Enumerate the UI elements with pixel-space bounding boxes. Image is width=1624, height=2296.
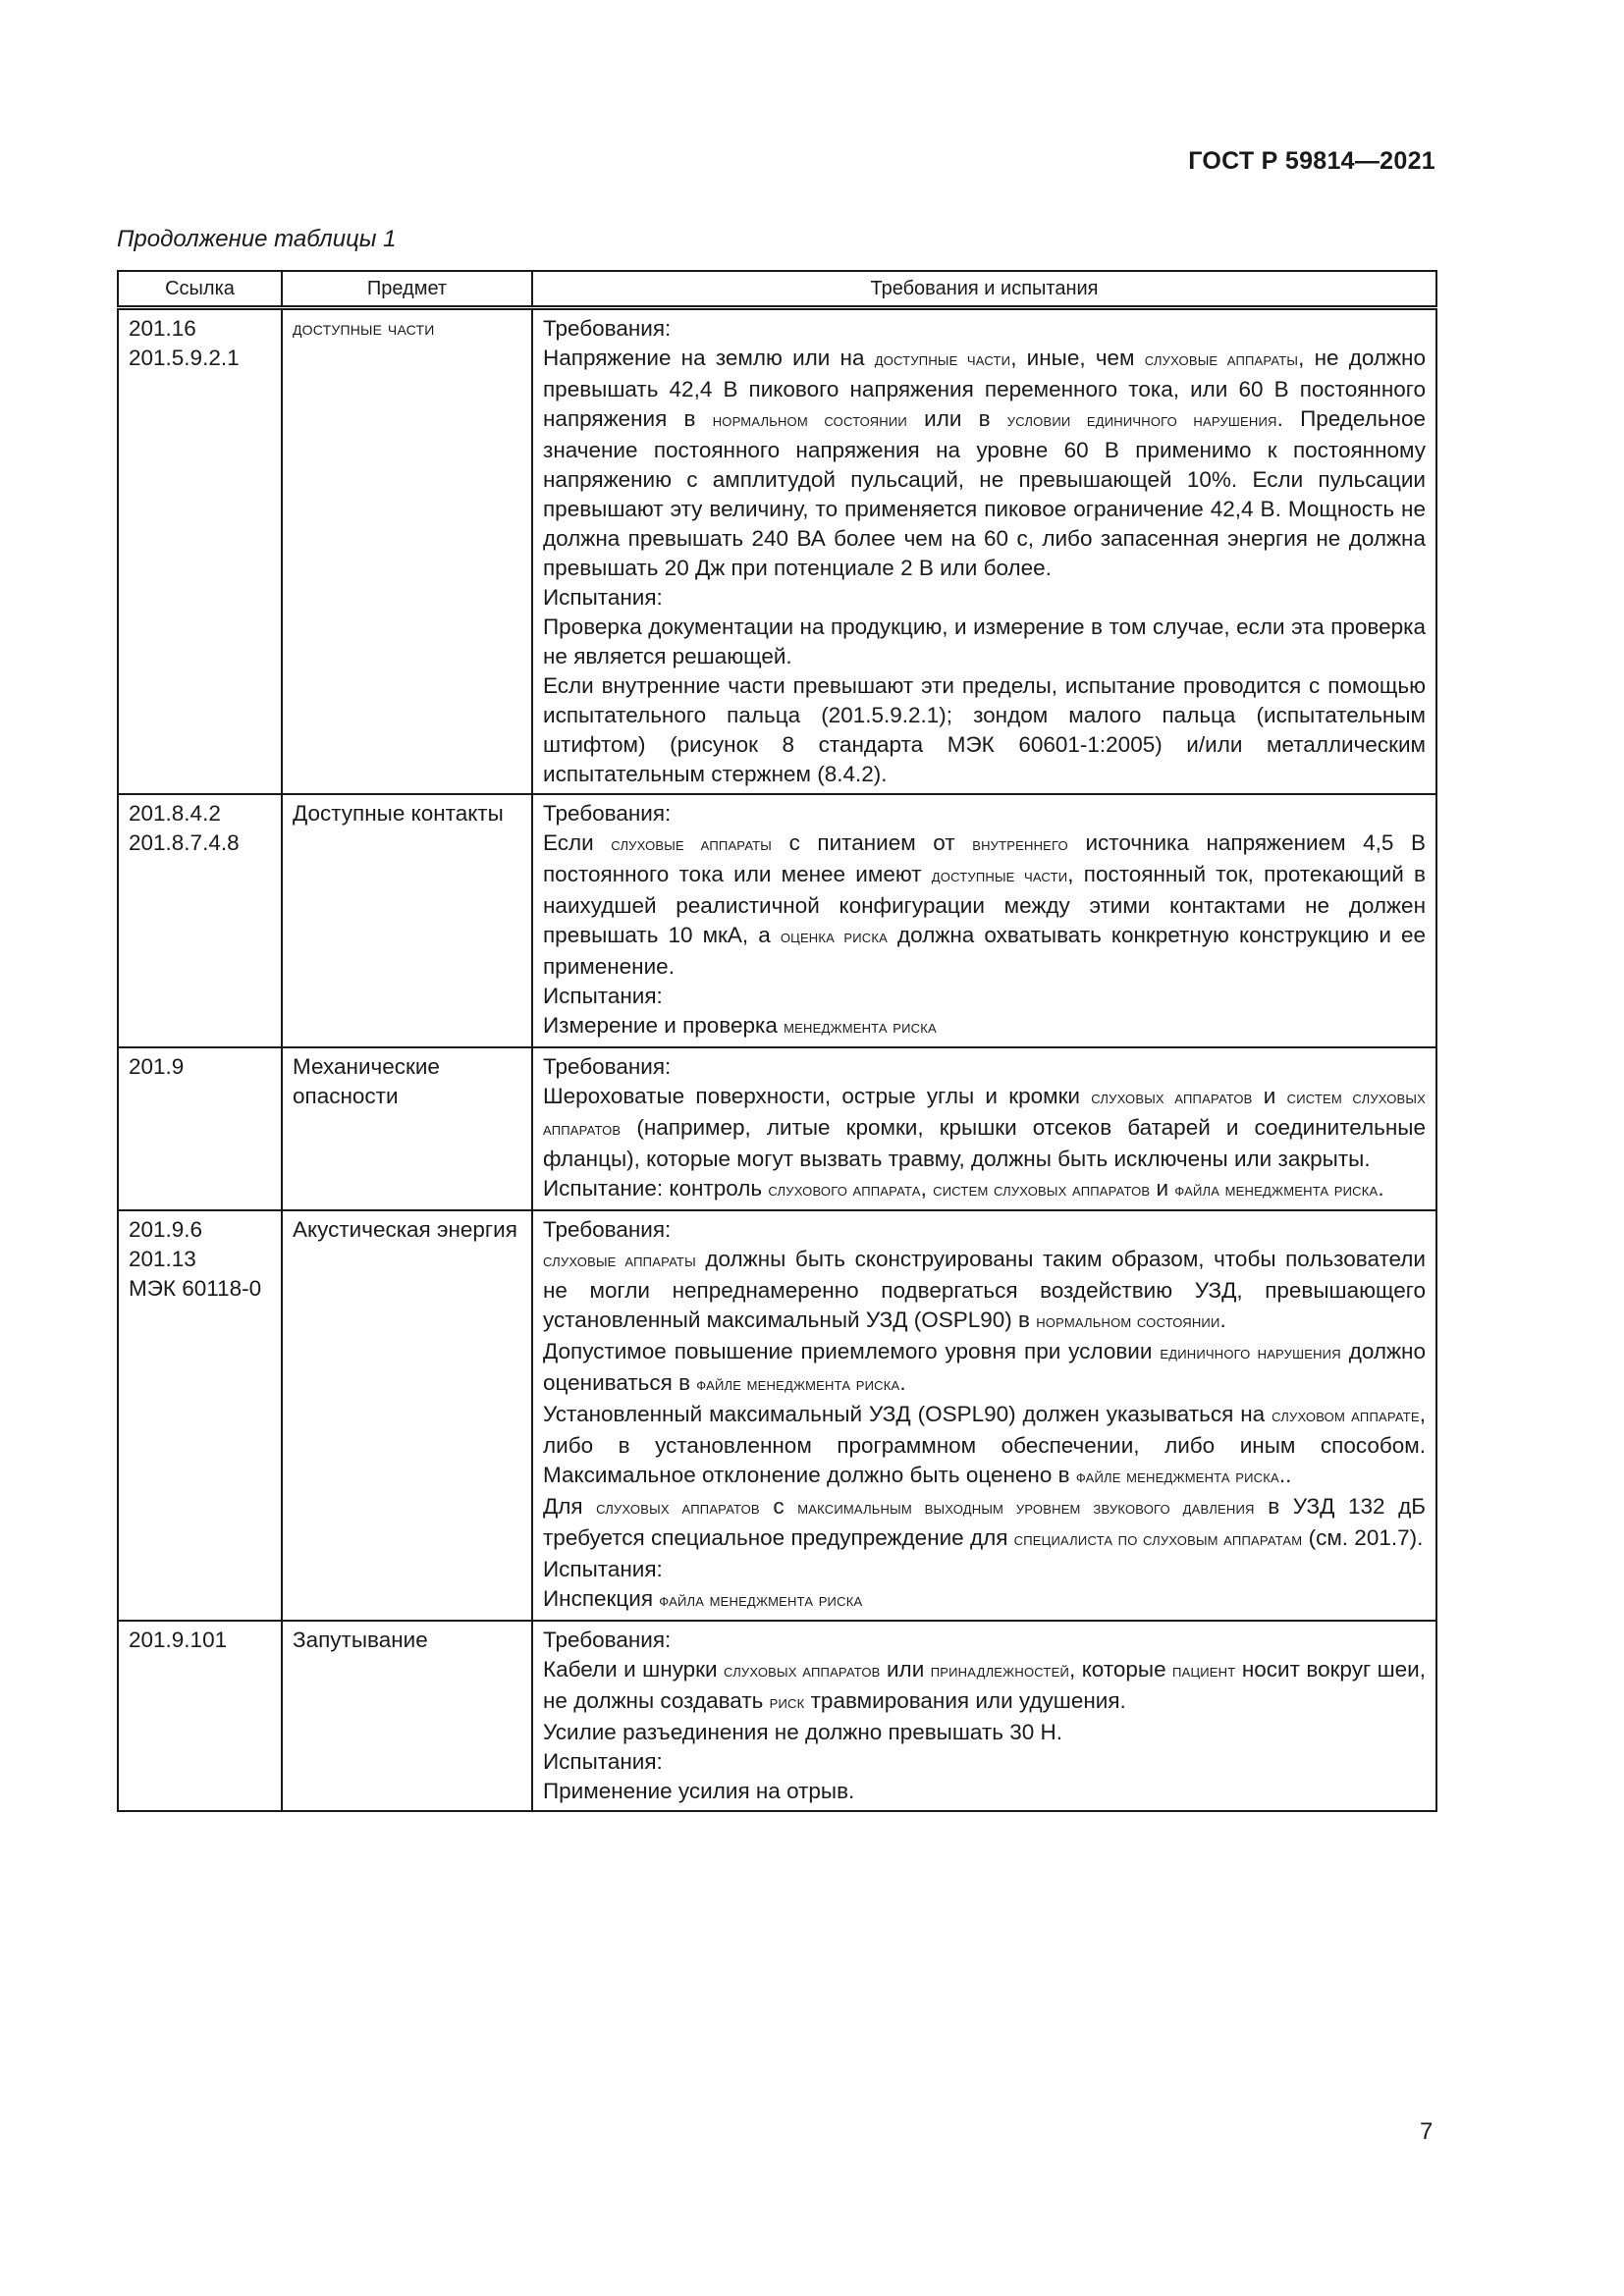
text-run: Если <box>543 830 612 855</box>
requirement-paragraph <box>543 1052 1426 1082</box>
requirement-paragraph <box>543 1626 1426 1655</box>
reference-number: 201.8.4.2 <box>129 801 221 826</box>
requirements-table <box>117 270 1437 1812</box>
requirement-paragraph <box>543 1011 1426 1042</box>
table-row <box>118 794 1436 1047</box>
reference-number: 201.9 <box>129 1054 185 1079</box>
text-run: Установленный максимальный УЗД (OSPL90) должен указываться на <box>543 1402 1272 1426</box>
text-run: и <box>1252 1084 1287 1108</box>
text-run: , которые <box>1069 1657 1173 1682</box>
text-run: или <box>880 1657 931 1682</box>
subject-cell: доступные части <box>282 308 532 795</box>
text-run: , не должно превышать 42,4 В пикового напряжения переменного тока, или 60 В постоянного напряжения в <box>543 346 1426 431</box>
requirement-paragraph <box>543 314 1426 344</box>
text-run: Требования: <box>543 801 672 826</box>
reference-number: 201.16 <box>129 316 196 341</box>
requirement-paragraph <box>543 1492 1426 1555</box>
defined-term: слуховых аппаратов <box>1091 1088 1253 1108</box>
subject-cell: Запутывание <box>282 1621 532 1811</box>
defined-term: файла менеджмента риска <box>1174 1180 1379 1201</box>
text-run: Для <box>543 1494 597 1519</box>
text-run: Допустимое повышение приемлемого уровня при условии <box>543 1339 1161 1363</box>
text-run: Испытания: <box>543 585 663 610</box>
requirement-paragraph <box>543 1584 1426 1616</box>
text-run: Шероховатые поверхности, острые углы и кромки <box>543 1084 1092 1108</box>
text-run: Испытания: <box>543 984 663 1008</box>
text-run: , иные, чем <box>1010 346 1145 370</box>
requirement-paragraph <box>543 1215 1426 1245</box>
reference-number: МЭК 60118-0 <box>129 1276 262 1301</box>
text-run: источника напряжением 4,5 В постоянного тока или менее имеют <box>543 830 1427 886</box>
requirement-paragraph <box>543 344 1426 583</box>
text-run: Инспекция <box>543 1586 660 1611</box>
table-row <box>118 308 1436 795</box>
requirement-paragraph <box>543 1777 1426 1806</box>
defined-term: систем слуховых аппаратов <box>933 1180 1151 1201</box>
defined-term: пациент <box>1172 1661 1236 1682</box>
requirements-cell <box>532 308 1436 795</box>
subject-cell: Акустическая энергия <box>282 1210 532 1621</box>
requirement-paragraph <box>543 1174 1426 1205</box>
text-run: или в <box>906 406 1007 431</box>
text-run: травмирования или удушения. <box>804 1688 1126 1713</box>
table-body <box>118 308 1436 1812</box>
reference-cell <box>118 1047 282 1210</box>
text-run: . <box>1219 1308 1226 1332</box>
text-run: Требования: <box>543 1054 672 1079</box>
requirement-paragraph <box>543 671 1426 789</box>
reference-number: 201.9.101 <box>129 1628 228 1652</box>
header-subject: Предмет <box>282 271 532 308</box>
header-ref: Ссылка <box>118 271 282 308</box>
defined-term: внутреннего <box>972 834 1068 855</box>
text-run: носит вокруг шеи, не должны создавать <box>543 1657 1426 1713</box>
subject-cell: Механические опасности <box>282 1047 532 1210</box>
reference-cell <box>118 308 282 795</box>
text-run: Испытания: <box>543 1557 663 1581</box>
defined-term: слуховые аппараты <box>543 1251 696 1271</box>
requirement-paragraph <box>543 1082 1426 1174</box>
defined-term: специалиста по слуховым аппаратам <box>1013 1529 1303 1550</box>
standard-id: ГОСТ Р 59814—2021 <box>1188 147 1435 175</box>
text-run: . Предельное значение постоянного напряжения на уровне 60 В применимо к постоянному напряжению с амплитудой пульсаций, не превышающей 10%. Если пульсации превышают эту величину, то применяется пиковое ограничение 42,4 В. Мощность не должна превышать 240 ВА более чем на 60 с, либо запасенная энергия не должна превышать 20 Дж при потенциале 2 В или более. <box>543 406 1427 580</box>
reference-cell <box>118 1210 282 1621</box>
defined-term: слухового аппарата <box>768 1180 921 1201</box>
defined-term: менеджмента риска <box>784 1017 937 1038</box>
defined-term: слуховые аппараты <box>611 834 773 855</box>
defined-term: доступные части <box>931 866 1068 886</box>
text-run: Применение усилия на отрыв. <box>543 1779 855 1803</box>
defined-term: слуховом аппарате <box>1272 1406 1420 1426</box>
table-row <box>118 1047 1436 1210</box>
requirement-paragraph <box>543 1655 1426 1718</box>
defined-term: файла менеджмента риска <box>659 1590 863 1611</box>
text-run: Измерение и проверка <box>543 1013 785 1038</box>
defined-term: оценка риска <box>780 927 888 947</box>
defined-term: слуховых аппаратов <box>596 1498 760 1519</box>
requirement-paragraph <box>543 799 1426 828</box>
defined-term: нормальном состоянии <box>712 410 907 431</box>
subject-cell: Доступные контакты <box>282 794 532 1047</box>
table-header-row <box>118 271 1436 308</box>
text-run: с <box>759 1494 798 1519</box>
defined-term: файле менеджмента риска <box>696 1374 900 1395</box>
defined-term: риск <box>769 1692 805 1713</box>
reference-number: 201.13 <box>129 1247 196 1271</box>
text-run: Испытания: <box>543 1749 663 1774</box>
text-run: (см. 201.7). <box>1302 1525 1424 1550</box>
requirement-paragraph <box>543 613 1426 671</box>
text-run: .. <box>1278 1463 1292 1487</box>
reference-cell <box>118 1621 282 1811</box>
defined-term: доступные части <box>874 349 1011 370</box>
requirements-cell <box>532 1210 1436 1621</box>
requirement-paragraph <box>543 1400 1426 1492</box>
text-run: (например, литые кромки, крышки отсеков батарей и соединительные фланцы), которые могут вызвать травму, должны быть исключены или закрыты. <box>543 1115 1426 1171</box>
reference-cell <box>118 794 282 1047</box>
defined-term: файле менеджмента риска <box>1075 1467 1279 1487</box>
defined-term: слуховых аппаратов <box>724 1661 881 1682</box>
text-run: с питанием от <box>772 830 973 855</box>
text-run: . <box>1378 1176 1384 1201</box>
header-requirements: Требования и испытания <box>532 271 1436 308</box>
defined-term: принадлежностей <box>930 1661 1069 1682</box>
defined-term: нормальном состоянии <box>1036 1311 1220 1332</box>
table-row <box>118 1210 1436 1621</box>
text-run: должна охватывать конкретную конструкцию и ее применение. <box>543 923 1426 979</box>
defined-term: систем слуховых аппаратов <box>543 1088 1426 1140</box>
text-run: , постоянный ток, протекающий в наихудшей реалистичной конфигурации между этими контактами не должен превышать 10 мкА, а <box>543 862 1426 947</box>
text-run: Напряжение на землю или на <box>543 346 875 370</box>
requirement-paragraph <box>543 982 1426 1011</box>
table-caption: Продолжение таблицы 1 <box>117 226 397 252</box>
text-run: , либо в установленном программном обеспечении, либо иным способом. Максимальное отклонение должно быть оценено в <box>543 1402 1426 1487</box>
requirement-paragraph <box>543 583 1426 613</box>
reference-number: 201.8.7.4.8 <box>129 830 240 855</box>
defined-term: единичного нарушения <box>1160 1343 1341 1363</box>
requirements-cell <box>532 1621 1436 1811</box>
requirement-paragraph <box>543 1245 1426 1337</box>
text-run: Кабели и шнурки <box>543 1657 725 1682</box>
text-run: Требования: <box>543 316 672 341</box>
text-run: должно оцениваться в <box>543 1339 1426 1395</box>
defined-term: слуховые аппараты <box>1144 349 1299 370</box>
text-run: Испытание: контроль <box>543 1176 769 1201</box>
requirement-paragraph <box>543 828 1426 982</box>
text-run: . <box>899 1370 906 1395</box>
page-number: 7 <box>1420 2118 1434 2145</box>
text-run: Если внутренние части превышают эти пределы, испытание проводится с помощью испытательного пальца (201.5.9.2.1); зондом малого пальца (испытательным штифтом) (рисунок 8 стандарта МЭК 60601-1:2005) и/или металлическим испытательным стержнем (8.4.2). <box>543 673 1426 786</box>
text-run: должны быть сконструированы таким образом, чтобы пользователи не могли непреднамеренно подвергаться воздействию УЗД, превышающего установленный максимальный УЗД (OSPL90) в <box>543 1247 1426 1332</box>
text-run: Проверка документации на продукцию, и измерение в том случае, если эта проверка не является решающей. <box>543 614 1426 668</box>
text-run: Усилие разъединения не должно превышать 30 Н. <box>543 1720 1062 1744</box>
reference-number: 201.5.9.2.1 <box>129 346 240 370</box>
requirements-cell <box>532 1047 1436 1210</box>
requirement-paragraph <box>543 1718 1426 1747</box>
reference-number: 201.9.6 <box>129 1217 203 1242</box>
requirement-paragraph <box>543 1747 1426 1777</box>
text-run: , <box>920 1176 934 1201</box>
requirements-cell <box>532 794 1436 1047</box>
requirement-paragraph <box>543 1555 1426 1584</box>
text-run: в УЗД 132 дБ требуется специальное предупреждение для <box>543 1494 1426 1550</box>
requirement-paragraph <box>543 1337 1426 1400</box>
text-run: Требования: <box>543 1628 672 1652</box>
defined-term: условии единичного нарушения <box>1006 410 1277 431</box>
text-run: и <box>1150 1176 1175 1201</box>
text-run: Требования: <box>543 1217 672 1242</box>
table-row <box>118 1621 1436 1811</box>
defined-term: максимальным выходным уровнем звукового давления <box>797 1498 1255 1519</box>
